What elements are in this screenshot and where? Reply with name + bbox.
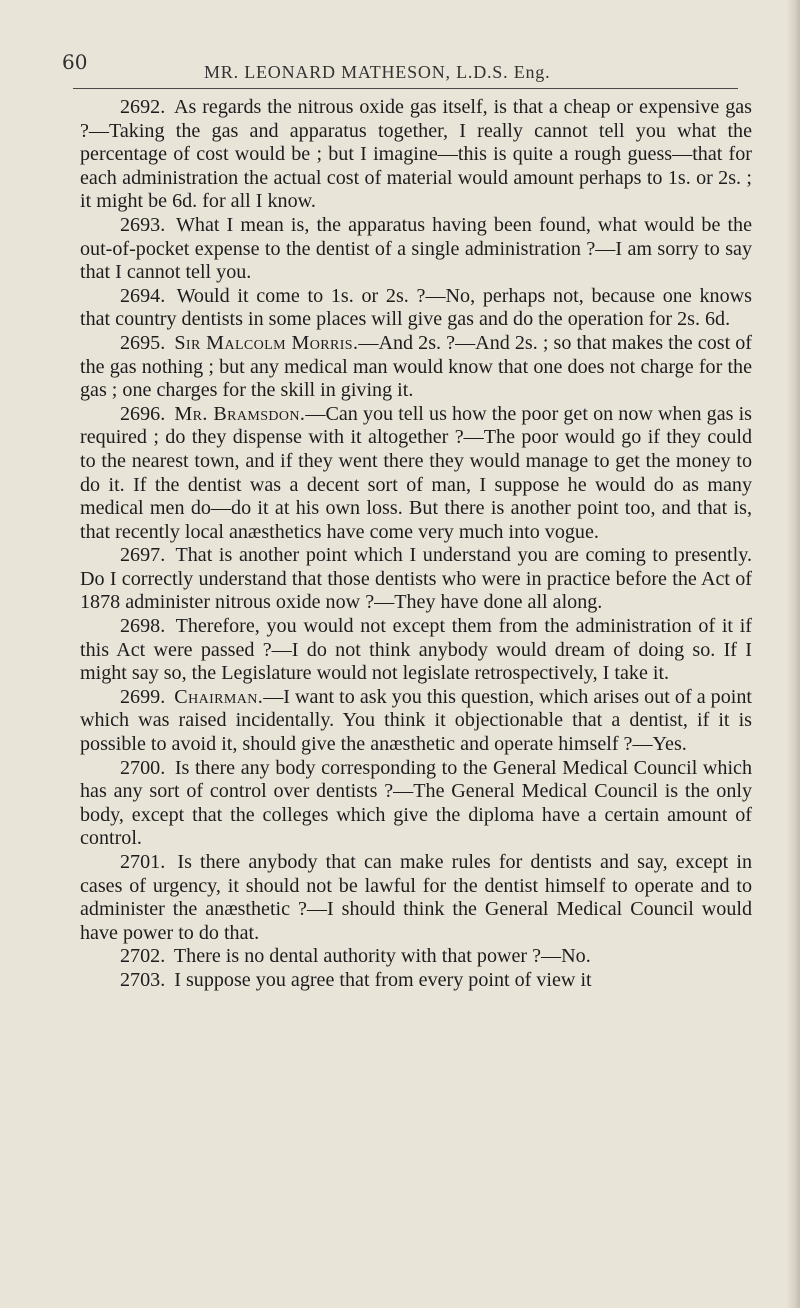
speaker-name: Sir Malcolm Morris. (174, 331, 359, 354)
paragraph-2695 (80, 332, 752, 403)
paragraph-number: 2696. (120, 402, 166, 425)
body-text (80, 96, 752, 1296)
paragraph-2703 (80, 969, 752, 993)
speaker-name: Mr. Bramsdon. (174, 402, 306, 425)
paragraph-text: —Can you tell us how the poor get on now when gas is required ; do they dispense with it altogether ?—The poor would go if they could to the nearest town, and if they went there they would manage to get the money to do it. If the dentist was a decent sort of man, I suppose he would do as many medical men do—do it at his own loss. But there is another point too, and that is, that recently local anæsthetics have come very much into vogue. (80, 402, 752, 543)
page-number: 60 (62, 50, 88, 74)
paragraph-number: 2701. (120, 851, 166, 873)
paragraph-2692 (80, 96, 752, 214)
paragraph-number: 2699. (120, 685, 166, 708)
paragraph-2702 (80, 945, 752, 969)
paragraph-2701 (80, 851, 752, 945)
paragraph-text: As regards the nitrous oxide gas itself, is that a cheap or expensive gas ?—Taking the gas and apparatus together, I really cannot tell you what the percentage of cost would be ; but I imagine—this is quite a rough guess—that for each administration the actual cost of material would amount perhaps to 1s. or 2s. ; it might be 6d. for all I know. (80, 96, 752, 213)
paragraph-text: There is no dental authority with that power ?—No. (173, 945, 591, 968)
paragraph-text: What I mean is, the apparatus having been found, what would be the out-of-pocket expense to the dentist of a single administration ?—I am sorry to say that I cannot tell you. (80, 213, 752, 284)
paragraph-2693 (80, 214, 752, 285)
paragraph-number: 2695. (120, 331, 166, 354)
paragraph-2700 (80, 757, 752, 851)
paragraph-2699 (80, 686, 752, 757)
paragraph-number: 2692. (120, 96, 166, 118)
running-head: MR. LEONARD MATHESON, L.D.S. Eng. (204, 62, 551, 82)
paragraph-2696 (80, 403, 752, 545)
paragraph-2697 (80, 544, 752, 615)
speaker-name: Chairman. (174, 685, 264, 708)
paragraph-text: Would it come to 1s. or 2s. ?—No, perhaps not, because one knows that country dentists in some places will give gas and do the operation for 2s. 6d. (80, 284, 752, 331)
paragraph-2694 (80, 285, 752, 332)
paragraph-text: Is there any body corresponding to the General Medical Council which has any sort of control over dentists ?—The General Medical Council is the only body, except that the colleges which give the diploma have a certain amount of control. (80, 756, 752, 850)
paragraph-text: Is there anybody that can make rules for dentists and say, except in cases of urgency, it should not be lawful for the dentist himself to operate and to administer the anæsthetic ?—I should think the General Medical Council would have power to do that. (80, 851, 752, 944)
page-edge-shadow (786, 0, 800, 1308)
paragraph-text: —And 2s. ?—And 2s. ; so that makes the cost of the gas nothing ; but any medical man would know that one does not charge for the gas ; one charges for the skill in giving it. (80, 331, 752, 402)
paragraph-text: I suppose you agree that from every point of view it (174, 968, 592, 991)
paragraph-text: —I want to ask you this question, which arises out of a point which was raised incidentally. You think it objectionable that a dentist, if it is possible to avoid it, should give the anæsthetic and operate himself ?—Yes. (80, 685, 752, 756)
paragraph-text: Therefore, you would not except them from the administration of it if this Act were passed ?—I do not think anybody would dream of doing so. If I might say so, the Legislature would not legislate retrospectively, I take it. (80, 615, 752, 685)
paragraph-number: 2702. (120, 945, 166, 968)
paragraph-2698 (80, 615, 752, 686)
paragraph-number: 2698. (120, 615, 166, 638)
paragraph-number: 2697. (120, 544, 166, 567)
paragraph-number: 2693. (120, 213, 166, 236)
header-rule (73, 88, 738, 89)
paragraph-text: That is another point which I understand you are coming to presently. Do I correctly understand that those dentists who were in practice before the Act of 1878 administer nitrous oxide now ?—They have done all along. (80, 544, 752, 614)
page-header (62, 50, 762, 86)
paragraph-number: 2694. (120, 284, 166, 307)
paragraph-number: 2700. (120, 756, 166, 779)
paragraph-number: 2703. (120, 968, 166, 991)
